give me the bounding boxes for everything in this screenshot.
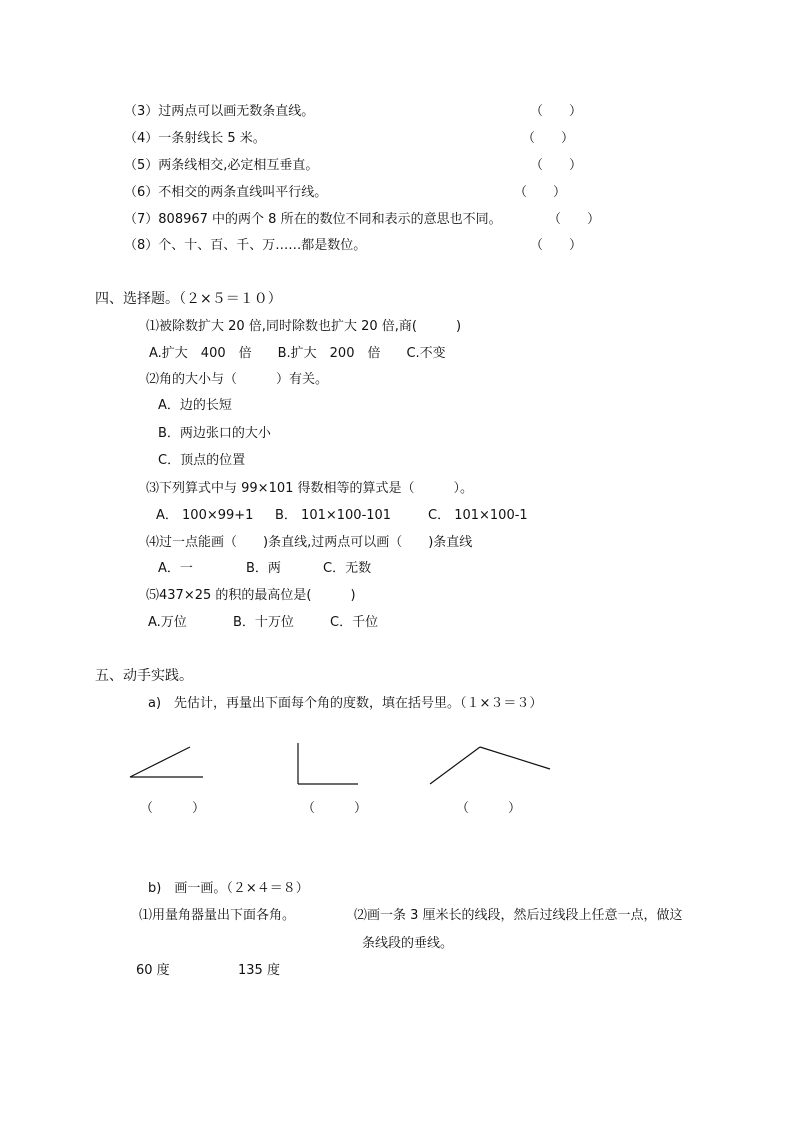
answer-blank-5[interactable]: （ ）	[530, 158, 583, 173]
answer-blank-6[interactable]: （ ）	[514, 185, 567, 200]
degree-label-135: 135 度	[238, 963, 280, 978]
choice-q4-option-c: C．无数	[323, 561, 372, 576]
practice-part-a: a) 先估计，再量出下面每个角的度数，填在括号里。（１×３＝３）	[148, 696, 543, 711]
choice-section-title: 四、选择题。（２×５＝１０）	[95, 291, 282, 307]
choice-q5-option-c: C．千位	[330, 615, 379, 630]
judgment-item-5: （5）两条线相交,必定相互垂直。	[124, 158, 319, 173]
choice-q5-stem: ⑸437×25 的积的最高位是( )	[146, 588, 356, 603]
degree-label-60: 60 度	[136, 963, 170, 978]
choice-q3-option-c: C． 101×100-1	[428, 508, 528, 523]
practice-b1: ⑴用量角器量出下面各角。	[139, 908, 296, 923]
choice-q2-option-c: C．顶点的位置	[158, 453, 246, 468]
angle-3-blank[interactable]: （ ）	[456, 801, 522, 816]
answer-blank-7[interactable]: （ ）	[548, 212, 601, 227]
choice-q3-option-b: B． 101×100-101	[275, 508, 392, 523]
practice-section-title: 五、动手实践。	[95, 668, 193, 684]
angle-2	[298, 743, 358, 784]
choice-q2-option-b: B．两边张口的大小	[158, 426, 271, 441]
choice-q3-option-a: A． 100×99+1	[156, 508, 254, 523]
judgment-item-3: （3）过两点可以画无数条直线。	[124, 104, 315, 119]
angle-2-blank[interactable]: （ ）	[302, 801, 368, 816]
answer-blank-4[interactable]: （ ）	[522, 131, 575, 146]
judgment-item-7: （7）808967 中的两个 8 所在的数位不同和表示的意思也不同。	[124, 212, 502, 227]
answer-blank-3[interactable]: （ ）	[530, 104, 583, 119]
choice-q5-option-b: B．十万位	[233, 615, 294, 630]
judgment-item-6: （6）不相交的两条直线叫平行线。	[124, 185, 328, 200]
choice-q2-stem: ⑵角的大小与（ ）有关。	[146, 372, 329, 387]
angle-1	[130, 747, 203, 777]
answer-blank-8[interactable]: （ ）	[530, 238, 583, 253]
practice-b2-line2: 条线段的垂线。	[362, 936, 454, 951]
choice-q1-stem: ⑴被除数扩大 20 倍,同时除数也扩大 20 倍,商( )	[146, 319, 462, 334]
judgment-item-4: （4）一条射线长 5 米。	[124, 131, 266, 146]
choice-q4-stem: ⑷过一点能画（ )条直线,过两点可以画（ )条直线	[146, 535, 473, 550]
choice-q4-option-a: A．一	[158, 561, 193, 576]
choice-q1-options: A.扩大 400 倍 B.扩大 200 倍 C.不变	[149, 346, 446, 361]
practice-b2-line1: ⑵画一条 3 厘米长的线段，然后过线段上任意一点，做这	[354, 908, 683, 923]
choice-q3-stem: ⑶下列算式中与 99×101 得数相等的算式是（ ）。	[146, 481, 474, 496]
angle-1-blank[interactable]: （ ）	[140, 801, 206, 816]
judgment-item-8: （8）个、十、百、千、万……都是数位。	[124, 238, 367, 253]
practice-part-b: b) 画一画。（２×４＝８）	[148, 881, 309, 896]
angle-3	[430, 747, 550, 784]
choice-q2-option-a: A．边的长短	[158, 398, 232, 413]
choice-q5-option-a: A.万位	[148, 615, 187, 630]
choice-q4-option-b: B．两	[246, 561, 281, 576]
